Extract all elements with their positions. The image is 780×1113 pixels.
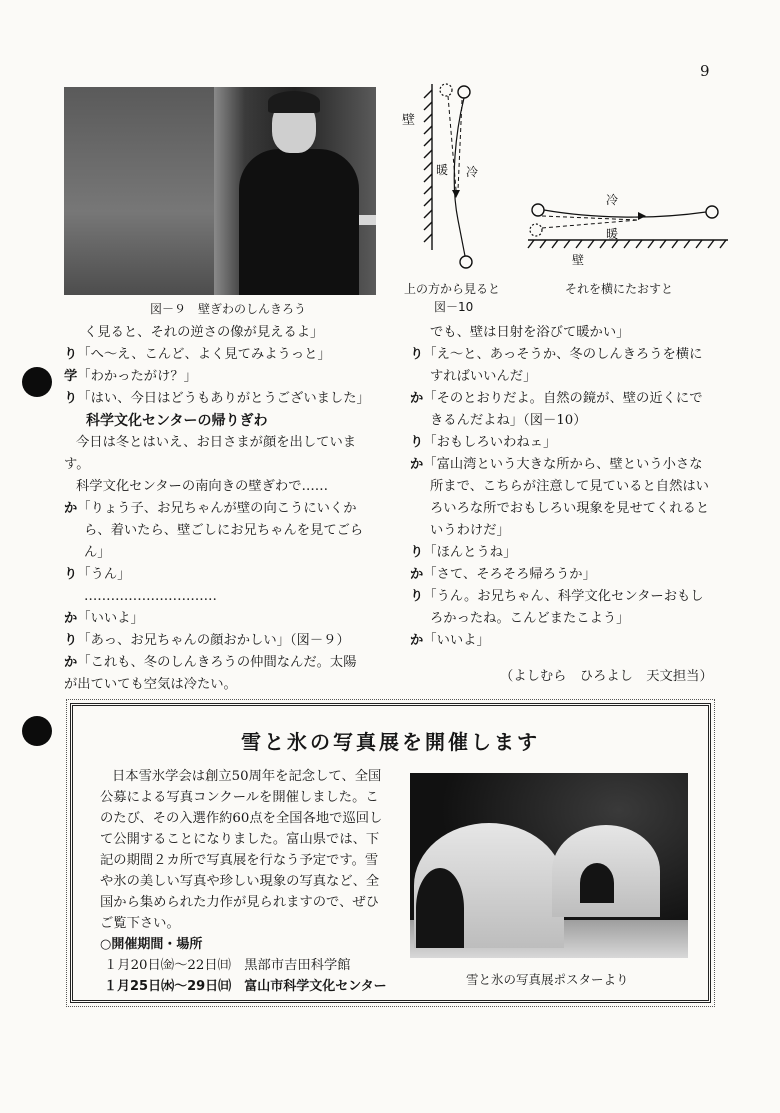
text-line: すればいいんだ」	[430, 369, 537, 384]
schedule-row-2: １月25日㈬～29日㈰ 富山市科学文化センター	[104, 979, 387, 994]
dialogue-line: か「いいよ」	[410, 633, 490, 648]
notice-line: ご覧下さい。	[100, 916, 180, 931]
dialogue-line: り「はい、今日はどうもありがとうございました」	[64, 391, 370, 406]
observer-circle-right	[706, 206, 718, 218]
figure10-diagram	[400, 70, 740, 300]
text-line: く見ると、それの逆さの像が見えるよ」	[84, 325, 324, 340]
notice-line: 記の期間２カ所で写真展を行なう予定です。雪	[100, 853, 379, 868]
text-line: ろかったね。こんどまたこよう」	[430, 611, 630, 626]
ray-path-horizontal	[544, 210, 706, 217]
image-circle-dashed	[440, 84, 452, 96]
dialogue-line: り「あっ、お兄ちゃんの顔おかしい」（図－９）	[64, 633, 350, 648]
right-column	[410, 322, 730, 662]
notice-title: 雪と氷の写真展を開催します	[241, 730, 540, 754]
text-line: 科学文化センターの南向きの壁ぎわで……	[76, 479, 329, 494]
dialogue-line: か「これも、冬のしんきろうの仲間なんだ。太陽	[64, 655, 357, 670]
notice-line: 日本雪氷学会は創立50周年を記念して、全国	[112, 769, 382, 784]
dialogue-line: か「いいよ」	[64, 611, 144, 626]
dialogue-line: か「富山湾という大きな所から、壁という小さな	[410, 457, 703, 472]
text-line: …………………………	[84, 589, 217, 604]
text-line: ら、着いたら、壁ごしにお兄ちゃんを見てごら	[84, 523, 364, 538]
text-line: ろいろな所でおもしろい現象を見せてくれると	[430, 501, 710, 516]
figure9-photo	[64, 87, 376, 295]
dialogue-line: り「ほんとうね」	[410, 545, 517, 560]
schedule-row-1: １月20日㈮～22日㈰ 黒部市吉田科学館	[104, 958, 351, 973]
diagram-caption-right: それを横にたおすと	[565, 282, 674, 296]
schedule-heading: ○開催期間・場所	[100, 937, 203, 952]
ray-dashed-horizontal	[542, 220, 638, 228]
binder-hole-bottom	[22, 716, 52, 746]
notice-line: 公募による写真コンクールを開催しました。こ	[100, 790, 379, 805]
dialogue-line: り「うん」	[64, 567, 131, 582]
notice-line: や氷の美しい写真や珍しい現象の写真など、全	[100, 874, 380, 889]
notice-line: のたび、その入選作約60点を全国各地で巡回し	[100, 811, 383, 826]
dialogue-line: か「そのとおりだよ。自然の鏡が、壁の近くにで	[410, 391, 703, 406]
notice-line: て公開することになりました。富山県では、下	[100, 832, 380, 847]
left-column	[64, 322, 394, 692]
dialogue-line: り「おもしろいわねェ」	[410, 435, 557, 450]
text-line: いうわけだ」	[430, 523, 510, 538]
source-circle-left	[532, 204, 544, 216]
diagram-caption-left-2: 図－10	[434, 300, 474, 314]
dialogue-line: 学「わかったがけ？」	[64, 369, 197, 384]
text-line: す。	[64, 457, 90, 472]
image-circle-dashed-2	[530, 224, 542, 236]
dialogue-line: か「さて、そろそろ帰ろうか」	[410, 567, 596, 582]
wall-horizontal	[528, 240, 728, 248]
dialogue-line: か「りょう子、お兄ちゃんが壁の向こうにいくか	[64, 501, 357, 516]
warm-label-2: 暖	[606, 227, 619, 241]
notice-photo-caption: 雪と氷の写真展ポスターより	[466, 972, 629, 987]
ray-path-vertical	[454, 98, 465, 256]
notice-photo-igloos	[410, 773, 688, 958]
cold-label-2: 冷	[606, 193, 619, 207]
ray-dashed-vertical	[448, 96, 456, 190]
wall-vertical	[424, 84, 432, 250]
wall-label-2: 壁	[572, 253, 585, 267]
text-line: でも、壁は日射を浴びて暖かい」	[430, 325, 630, 340]
notice-line: 国から集められた力作が見られますので、ぜひ	[100, 895, 379, 910]
cold-label: 冷	[466, 165, 479, 179]
wall-label: 壁	[402, 113, 416, 128]
diagram-caption-left-1: 上の方から見ると	[404, 282, 501, 296]
text-line: ん」	[84, 545, 111, 560]
source-circle-top	[458, 86, 470, 98]
dialogue-line: り「へ～え、こんど、よく見てみようっと」	[64, 347, 331, 362]
binder-hole-top	[22, 367, 52, 397]
text-line: きるんだよね」（図－10）	[430, 413, 587, 428]
page-number: 9	[700, 62, 710, 80]
figure9-caption: 図－９ 壁ぎわのしんきろう	[150, 302, 307, 316]
warm-label: 暖	[436, 163, 449, 177]
observer-circle-bottom	[460, 256, 472, 268]
text-line: 今日は冬とはいえ、お日さまが顔を出していま	[76, 435, 357, 450]
section-heading: 科学文化センターの帰りぎわ	[86, 413, 268, 429]
dialogue-line: り「え～と、あっそうか、冬のしんきろうを横に	[410, 347, 703, 362]
dialogue-line: り「うん。お兄ちゃん、科学文化センターおもし	[410, 589, 704, 604]
author-credit: （よしむら ひろよし 天文担当）	[500, 669, 713, 684]
text-line: 所まで、こちらが注意して見ていると自然はい	[430, 479, 709, 494]
text-line: が出ていても空気は冷たい。	[64, 677, 237, 692]
